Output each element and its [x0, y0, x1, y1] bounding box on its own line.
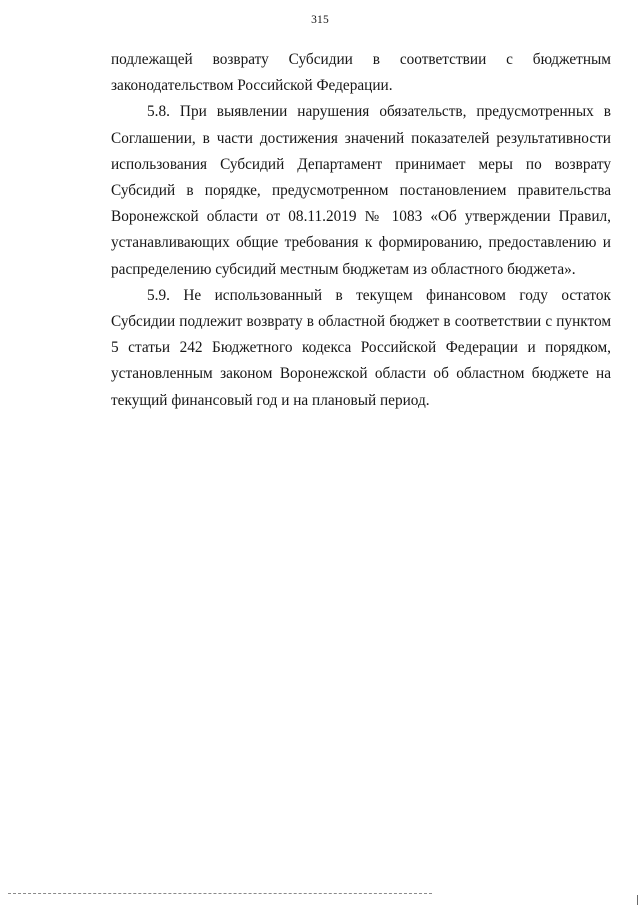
- page-number: 315: [311, 14, 329, 26]
- paragraph-5-8: 5.8. При выявлении нарушения обязательств, предусмотренных в Соглашении, в части достижения значений показателей результативности использования Субсидий Департамент принимает меры по возврату Субсидий в порядке, предусмотренном постановлением правительства Воронежской области от 08.11.2019 № 1083 «Об утверждении Правил, устанавливающих общие требования к формированию, предоставлению и распределению субсидий местным бюджетам из областного бюджета».: [111, 103, 611, 278]
- paragraph-continuation: [111, 47, 611, 99]
- paragraph-continuation-line-1: подлежащей возврату Субсидии в соответствии с бюджетным: [111, 51, 611, 68]
- paragraph-continuation-line-2: законодательством Российской Федерации.: [111, 77, 393, 95]
- paragraph-5-9: 5.9. Не использованный в текущем финансовом году остаток Субсидии подлежит возврату в областной бюджет в соответствии с пунктом 5 статьи 242 Бюджетного кодекса Российской Федерации и порядком, установленным законом Воронежской области об областном бюджете на текущий финансовый год и на плановый период.: [111, 286, 611, 409]
- bottom-dashed-rule: [8, 893, 432, 894]
- document-body: [111, 47, 611, 414]
- page-edge-mark: [637, 895, 638, 905]
